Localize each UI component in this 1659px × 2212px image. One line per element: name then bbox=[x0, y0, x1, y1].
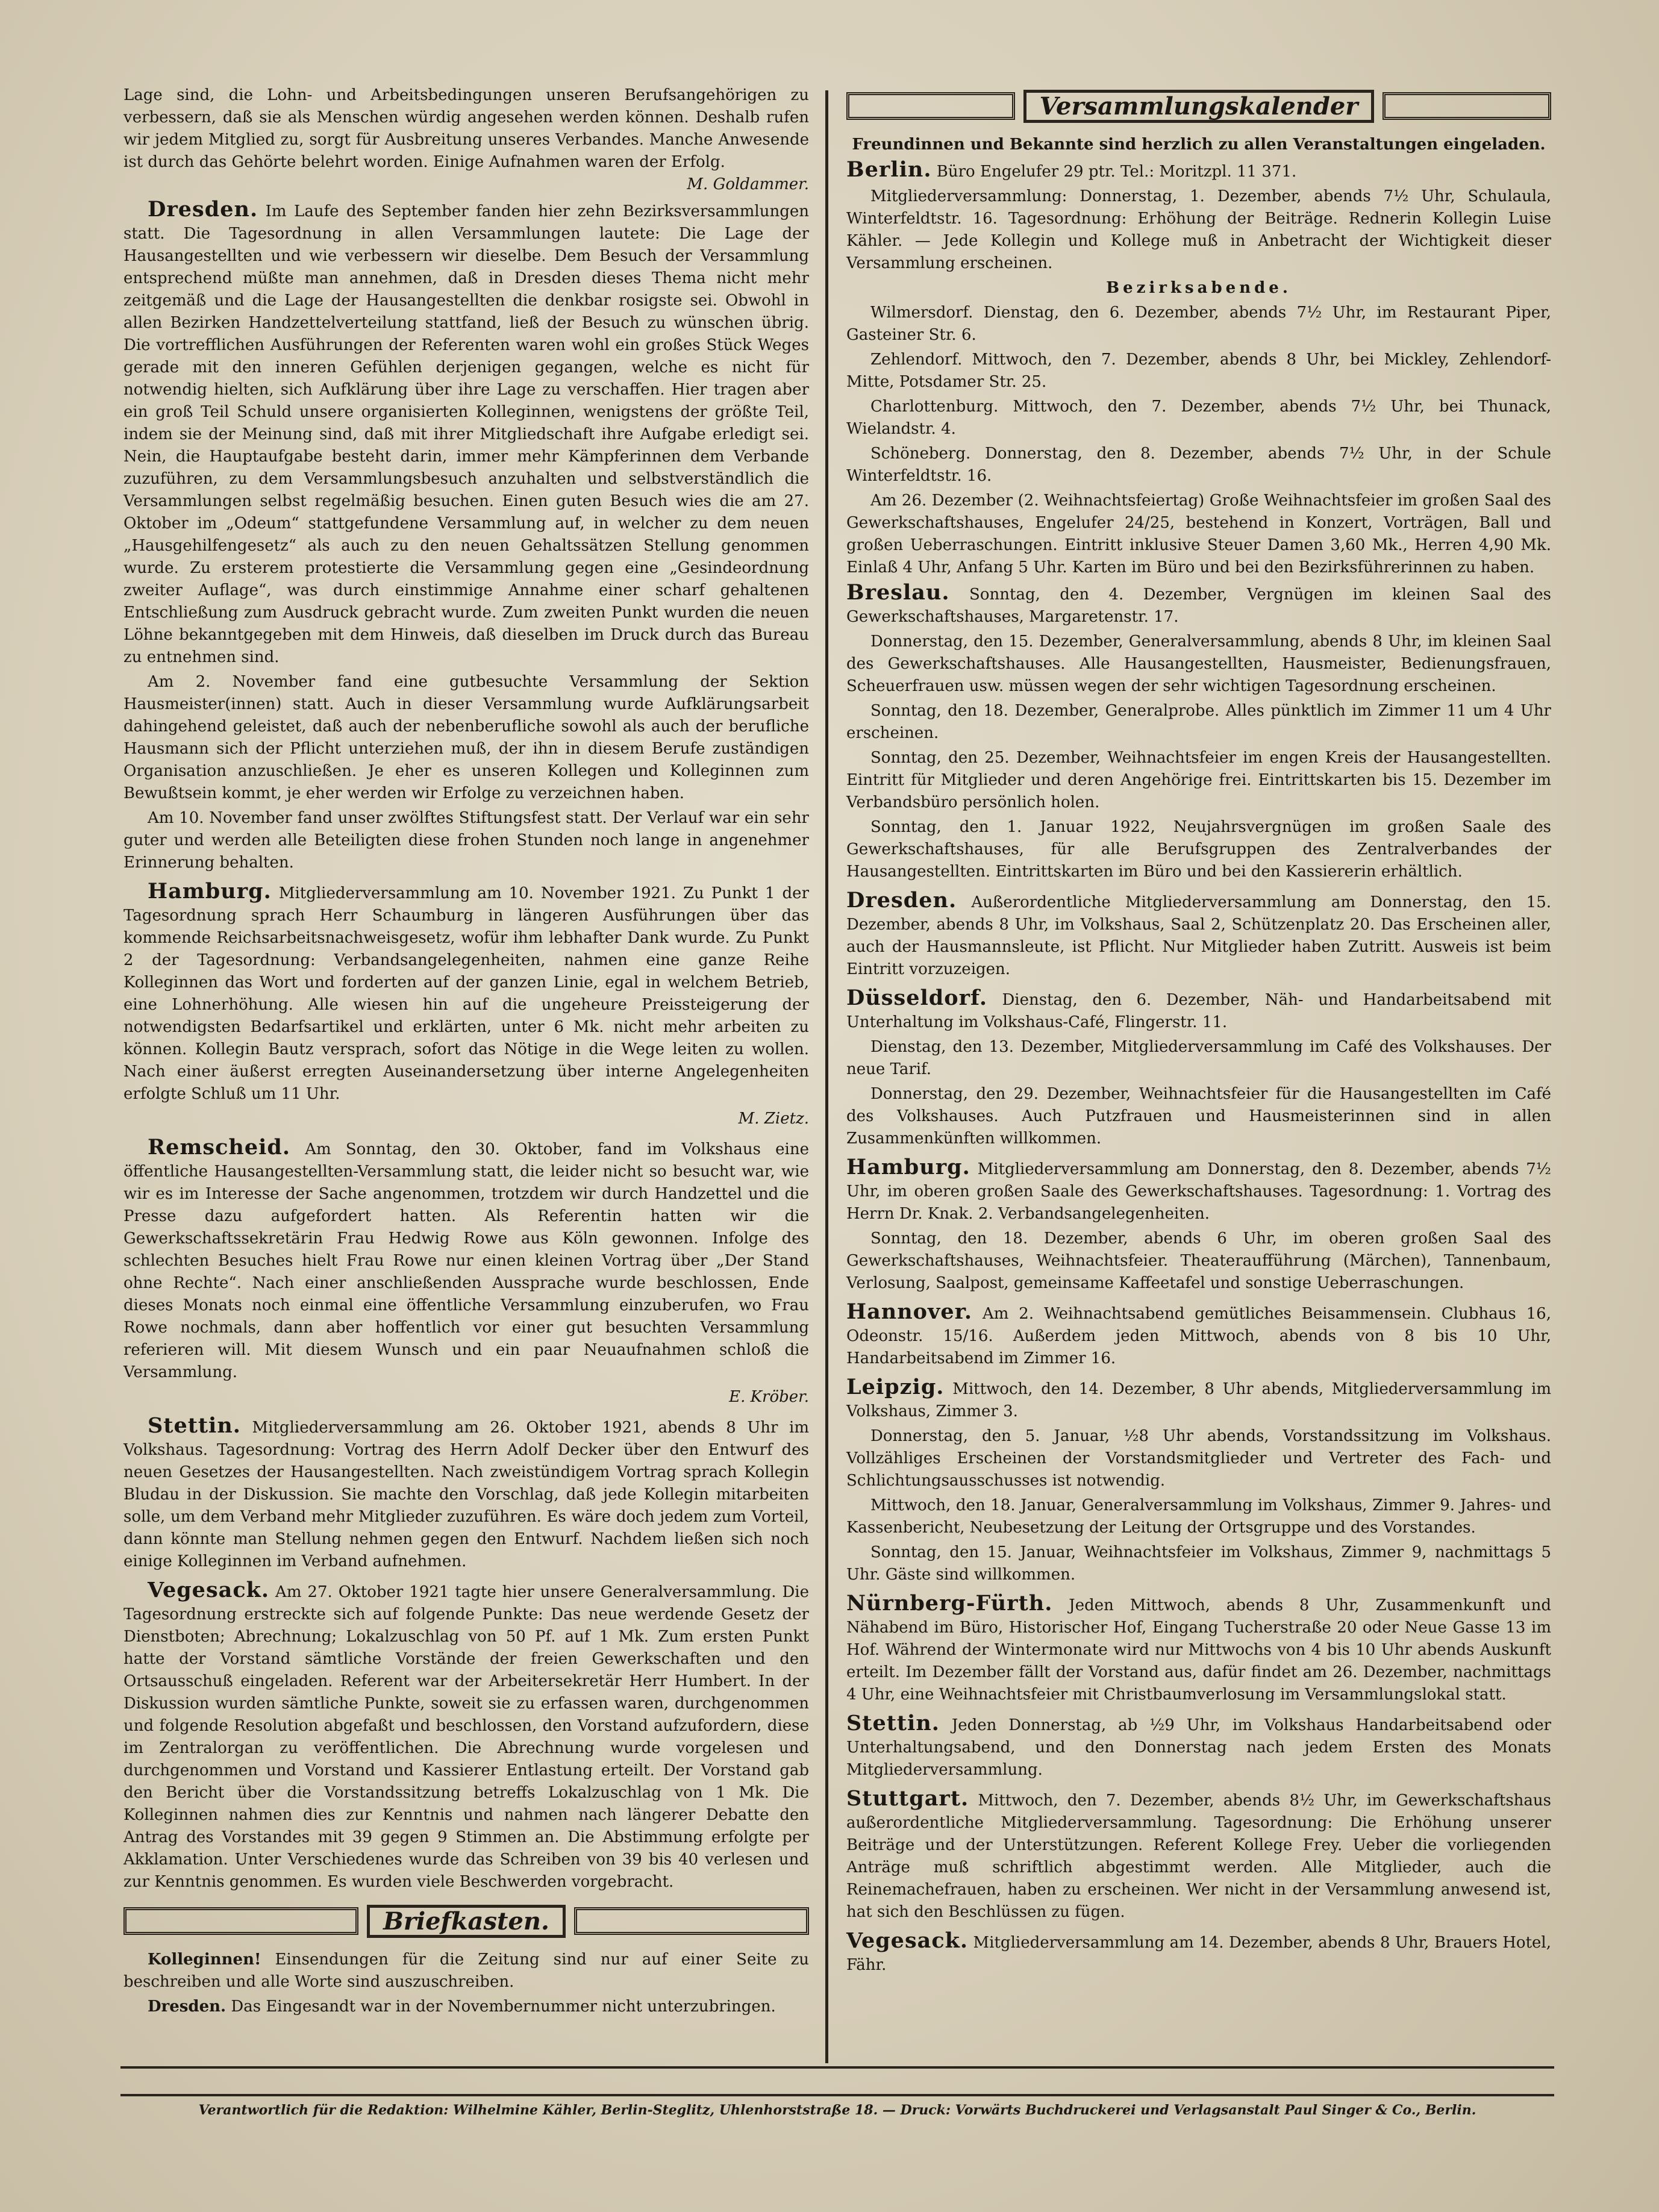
calendar-entry-paragraph bbox=[846, 1156, 1551, 1225]
calendar-city: Leipzig. bbox=[846, 1375, 945, 1399]
calendar-entry bbox=[846, 1156, 1551, 1295]
calendar-entry-paragraph bbox=[846, 889, 1551, 981]
calendar-entry bbox=[846, 889, 1551, 981]
article-paragraph: Am 2. November fand eine gutbesuchte Versammlung der Sektion Hausmeister(innen) statt. Auch in dieser Versammlung wurde Aufklärungsarbeit dahingehend geleistet, daß auch der nebenberufliche sowohl als auch der berufliche Hausmann sich der Pflicht unterziehen muß, der ihn in diesem Berufe zuständigen Organisation anzuschließen. Je eher es unseren Kollegen und Kolleginnen zum Bewußtsein kommt, je eher werden wir Erfolge zu verzeichnen haben. bbox=[123, 673, 809, 802]
article bbox=[123, 1414, 809, 1573]
article-text: Am 27. Oktober 1921 tagte hier unsere Generalversammlung. Die Tagesordnung erstreckte sich auf folgende Punkte: Das neue werdende Gesetz der Dienstboten; Abrechnung; Lokalzuschlag von 50 Pf. auf 1 Mk. Zum ersten Punkt hatte der Vorstand sämtliche Vorstände der freien Gewerkschaften und den Ortsausschuß eingeladen. Referent war der Arbeitersekretär Herr Humbert. In der Diskussion wurden sämtliche Punkte, soweit sie zu erfassen waren, durchgenommen und folgende Resolution abgefaßt und beschlossen, den Vorstand aufzufordern, diese im Zentralorgan zu veröffentlichen. Die Abrechnung wurde vorgelesen und durchgenommen und Vorstand und Kassierer Entlastung erteilt. Der Vorstand gab den Bericht über die Vorstandssitzung betreffs Lokalzuschlag von 1 Mk. Die Kolleginnen nahmen dies zur Kenntnis und nahmen nach längerer Debatte den Antrag des Vorstandes mit 39 gegen 9 Stimmen an. Die Abstimmung erfolgte per Akklamation. Unter Verschiedenes wurde das Schreiben von 39 bis 40 verlesen und zur Kenntnis genommen. Es wurden viele Beschwerden vorgebracht. bbox=[123, 1583, 809, 1891]
article bbox=[123, 1136, 809, 1408]
calendar-entry-paragraph: Sonntag, den 18. Dezember, Generalprobe. Alles pünktlich im Zimmer 11 um 4 Uhr erscheinen. bbox=[846, 702, 1551, 742]
calendar-text: Mitgliederversammlung am Donnerstag, den 8. Dezember, abends 7½ Uhr, im oberen großen Saale des Gewerkschaftshauses. Tagesordnung: 1. Vortrag des Herrn Dr. Knak. 2. Verbandsangelegenheiten. bbox=[846, 1160, 1551, 1223]
briefkasten-title: Briefkasten. bbox=[367, 1905, 566, 1938]
calendar-subtitle: Freundinnen und Bekannte sind herzlich zu allen Veranstaltungen eingeladen. bbox=[852, 136, 1546, 154]
calendar-entry bbox=[846, 1929, 1551, 1976]
bezirksabend-item: Zehlendorf. Mittwoch, den 7. Dezember, abends 8 Uhr, bei Mickley, Zehlendorf-Mitte, Potsdamer Str. 25. bbox=[846, 351, 1551, 391]
column-divider bbox=[825, 90, 828, 2063]
header-frame-left bbox=[846, 92, 1015, 120]
calendar-city: Düsseldorf. bbox=[846, 986, 988, 1010]
calendar-entries bbox=[846, 581, 1551, 1976]
calendar-entry-paragraph bbox=[846, 1301, 1551, 1370]
calendar-entry bbox=[846, 987, 1551, 1150]
calendar-city: Dresden. bbox=[846, 888, 957, 913]
calendar-entry-paragraph bbox=[846, 1929, 1551, 1976]
article-text: Im Laufe des September fanden hier zehn Bezirksversammlungen statt. Die Tagesordnung in allen Versammlungen lautete: Die Lage der Hausangestellten und wie verbessern wir dieselbe. Dem Besuch der Versammlung entsprechend müßte man annehmen, daß in Dresden dieses Thema nicht mehr zeitgemäß und die Lage der Hausangestellten die denkbar rosigste sei. Obwohl in allen Bezirken Handzettelverteilung stattfand, ließ der Besuch zu wünschen übrig. Die vortrefflichen Ausführungen der Referenten waren wohl ein großes Stück Weges gerade mit den inneren Gefühlen derjenigen gegangen, welche es nicht für notwendig hielten, sich Aufklärung über ihre Lage zu verschaffen. Hier tragen aber ein groß Teil Schuld unsere organisierten Kolleginnen, wenigstens der größte Teil, indem sie der Meinung sind, daß mit ihrer Mitgliedschaft ihre Aufgabe erledigt sei. Nein, die Hauptaufgabe besteht darin, immer mehr Kämpferinnen dem Verbande zuzuführen, zu dem Versammlungsbesuch anzuhalten und selbstverständlich die Versammlungen selbst regelmäßig besuchen. Einen guten Besuch wies die am 27. Oktober im „Odeum“ stattgefundene Versammlung auf, in welcher zu dem neuen „Hausgehilfengesetz“ als auch zu den neuen Gehaltssätzen Stellung genommen wurde. Zu ersterem protestierte die Versammlung gegen eine „Gesindeordnung zweiter Auflage“, was durch einstimmige Annahme einer scharf gehaltenen Entschließung zum Ausdruck gebracht wurde. Zum zweiten Punkt wurden die neuen Löhne bekanntgegeben mit dem Hinweis, daß dieselben im Druck durch das Bureau zu entnehmen sind. bbox=[123, 202, 810, 666]
article-text: Mitgliederversammlung am 10. November 1921. Zu Punkt 1 der Tagesordnung sprach Herr Schaumburg in längeren Ausführungen über das kommende Reichsarbeitsnachweisgesetz, wofür ihm lebhafter Dank wurde. Zu Punkt 2 der Tagesordnung: Verbandsangelegenheiten, nahmen eine ganze Reihe Kolleginnen das Wort und forderten auf der ganzen Linie, egal in welchem Betrieb, eine Lohnerhöhung. Alle wiesen hin auf die ungeheure Preissteigerung der notwendigsten Bedarfsartikel und erklärten, unter 6 Mk. nicht mehr arbeiten zu können. Kollegin Bautz versprach, sofort das Nötige in die Wege leiten zu wollen. Nach einer äußerst erregten Auseinandersetzung über interne Angelegenheiten erfolgte Schluß um 11 Uhr. bbox=[123, 884, 810, 1103]
bezirksabend-item: Wilmersdorf. Dienstag, den 6. Dezember, abends 7½ Uhr, im Restaurant Piper, Gasteiner Str. 6. bbox=[846, 304, 1551, 344]
bezirksabend-item: Schöneberg. Donnerstag, den 8. Dezember, abends 7½ Uhr, in der Schule Winterfeldtstr. 16. bbox=[846, 445, 1551, 485]
calendar-entry bbox=[846, 1592, 1551, 1706]
calendar-text: Außerordentliche Mitgliederversammlung am Donnerstag, den 15. Dezember, abends 8 Uhr, im Volkshaus, Saal 2, Schützenplatz 20. Das Erscheinen aller, auch der Hausmannsleute, ist Pflicht. Nur Mitglieder haben Zutritt. Ausweis ist beim Eintritt vorzuzeigen. bbox=[846, 893, 1552, 978]
calendar-text: Sonntag, den 4. Dezember, Vergnügen im kleinen Saal des Gewerkschaftshauses, Margaretenstr. 17. bbox=[846, 586, 1551, 626]
briefkasten-header bbox=[123, 1899, 809, 1943]
calendar-title: Versammlungskalender bbox=[1023, 90, 1375, 123]
header-frame-right bbox=[574, 1907, 809, 1935]
calendar-entry-paragraph: Sonntag, den 18. Dezember, abends 6 Uhr, im oberen großen Saal des Gewerkschaftshauses, Weihnachtsfeier. Theateraufführung (Märchen), Tannenbaum, Verlosung, Saalpost, gemeinsame Kaffeetafel und sonstige Ueberraschungen. bbox=[846, 1229, 1551, 1292]
calendar-city: Hamburg. bbox=[846, 1155, 970, 1179]
briefkasten-note-2: Dresden. Das Eingesandt war in der Novembernummer nicht unterzubringen. bbox=[148, 1998, 776, 2016]
bezirksabend-item: Charlottenburg. Mittwoch, den 7. Dezember, abends 7½ Uhr, bei Thunack, Wielandstr. 4. bbox=[846, 398, 1551, 438]
intro-paragraph: Lage sind, die Lohn- und Arbeitsbedingungen unseren Berufsangehörigen zu verbessern, daß sie als Menschen würdig angesehen werden können. Deshalb rufen wir jedem Mitglied zu, sorgt für Ausbreitung unseres Verbandes. Manche Anwesende ist durch das Gehörte belehrt worden. Einige Aufnahmen waren der Erfolg. M. Goldammer. bbox=[123, 84, 809, 196]
calendar-entry-paragraph: Sonntag, den 25. Dezember, Weihnachtsfeier im engen Kreis der Hausangestellten. Eintritt für Mitglieder und deren Angehörige frei. Eintrittskarten bis 15. Dezember im Verbandsbüro persönlich holen. bbox=[846, 749, 1551, 811]
intro-signature: M. Goldammer. bbox=[687, 175, 809, 193]
footer-rule bbox=[120, 2066, 1554, 2069]
calendar-city: Nürnberg-Fürth. bbox=[846, 1591, 1053, 1616]
calendar-entry-paragraph: Sonntag, den 1. Januar 1922, Neujahrsvergnügen im großen Saale des Gewerkschaftshauses, für alle Berufsgruppen des Zentralverbandes der Hausangestellten. Eintrittskarten im Büro und bei den Kassiererin erhältlich. bbox=[846, 818, 1551, 881]
briefkasten-note-1: Kolleginnen! Einsendungen für die Zeitung sind nur auf einer Seite zu beschreiben und alle Worte sind auszuschreiben. bbox=[123, 1951, 810, 1991]
article-paragraph bbox=[123, 880, 809, 1105]
calendar-entry-paragraph bbox=[846, 987, 1551, 1034]
left-column bbox=[123, 84, 809, 2020]
article bbox=[123, 198, 809, 874]
calendar-city: Stuttgart. bbox=[846, 1786, 969, 1811]
calendar-entry bbox=[846, 581, 1551, 883]
article-city: Remscheid. bbox=[148, 1135, 291, 1160]
article-city: Vegesack. bbox=[148, 1578, 270, 1602]
calendar-text: Jeden Donnerstag, ab ½9 Uhr, im Volkshaus Handarbeitsabend oder Unterhaltungsabend, und den Donnerstag nach jedem Ersten des Monats Mitgliederversammlung. bbox=[846, 1716, 1552, 1779]
calendar-entry-paragraph bbox=[846, 1787, 1551, 1923]
article bbox=[123, 880, 809, 1130]
calendar-entry-paragraph bbox=[846, 1592, 1551, 1706]
header-frame-right bbox=[1382, 92, 1551, 120]
calendar-entry bbox=[846, 1712, 1551, 1781]
calendar-entry-paragraph bbox=[846, 1712, 1551, 1781]
calendar-entry bbox=[846, 1301, 1551, 1370]
article-paragraph bbox=[123, 198, 809, 669]
calendar-entry-paragraph: Donnerstag, den 15. Dezember, Generalversammlung, abends 8 Uhr, im kleinen Saal des Gewerkschaftshauses. Alle Hausangestellten, Hausmeister, Bedienungsfrauen, Scheuerfrauen usw. müssen wegen der sehr wichtigen Tagesordnung erscheinen. bbox=[846, 633, 1551, 695]
article-paragraph bbox=[123, 1579, 809, 1893]
calendar-city: Hannover. bbox=[846, 1299, 973, 1324]
article-signature: M. Zietz. bbox=[738, 1110, 809, 1128]
calendar-entry-paragraph: Donnerstag, den 5. Januar, ½8 Uhr abends, Vorstandssitzung im Volkshaus. Vollzähliges Erscheinen der Vorstandsmitglieder und Vertreter des Fach- und Schlichtungsausschusses ist notwendig. bbox=[846, 1427, 1551, 1490]
calendar-text: Mittwoch, den 14. Dezember, 8 Uhr abends, Mitgliederversammlung im Volkshaus, Zimmer 3. bbox=[846, 1380, 1552, 1420]
calendar-text: Dienstag, den 6. Dezember, Näh- und Handarbeitsabend mit Unterhaltung im Volkshaus-Café, Flingerstr. 11. bbox=[846, 991, 1552, 1031]
calendar-entry-paragraph: Mittwoch, den 18. Januar, Generalversammlung im Volkshaus, Zimmer 9. Jahres- und Kassenbericht, Neubesetzung der Leitung der Ortsgruppe und des Vorstandes. bbox=[846, 1496, 1551, 1537]
article-paragraph: Am 10. November fand unser zwölftes Stiftungsfest statt. Der Verlauf war ein sehr guter und werden alle Beteiligten diese frohen Stunden noch lange in angenehmer Erinnerung behalten. bbox=[123, 809, 809, 872]
bezirksabende-list bbox=[846, 302, 1551, 487]
article bbox=[123, 1579, 809, 1893]
berlin-weihnachtsfeier: Am 26. Dezember (2. Weihnachtsfeiertag) Große Weihnachtsfeier im großen Saal des Gewerkschaftshauses, Engelufer 24/25, bestehend in Konzert, Vorträgen, Ball und großen Ueberraschungen. Eintritt inklusive Steuer Damen 3,60 Mk., Herren 4,90 Mk. Einlaß 4 Uhr, Anfang 5 Uhr. Karten im Büro und bei den Bezirksführerinnen zu haben. bbox=[846, 492, 1551, 576]
imprint-footer: Verantwortlich für die Redaktion: Wilhelmine Kähler, Berlin-Steglitz, Uhlenhorststraße 18. — Druck: Vorwärts Buchdruckerei und Verlagsanstalt Paul Singer & Co., Berlin. bbox=[120, 2094, 1554, 2118]
calendar-city: Vegesack. bbox=[846, 1928, 969, 1953]
article-city: Stettin. bbox=[148, 1413, 241, 1438]
article-city: Hamburg. bbox=[148, 879, 272, 904]
calendar-entry bbox=[846, 1787, 1551, 1923]
calendar-text: Am 2. Weihnachtsabend gemütliches Beisammensein. Clubhaus 16, Odeonstr. 15/16. Außerdem jeden Mittwoch, abends von 8 bis 10 Uhr, Handarbeitsabend im Zimmer 16. bbox=[846, 1305, 1551, 1367]
right-column bbox=[846, 84, 1551, 1982]
calendar-entry-paragraph: Donnerstag, den 29. Dezember, Weihnachtsfeier für die Hausangestellten im Café des Volkshauses. Auch Putzfrauen und Hausmeisterinnen sind in allen Zusammenkünften willkommen. bbox=[846, 1085, 1551, 1148]
calendar-text: Mitgliederversammlung am 14. Dezember, abends 8 Uhr, Brauers Hotel, Fähr. bbox=[846, 1934, 1552, 1974]
article-text: Am Sonntag, den 30. Oktober, fand im Volkshaus eine öffentliche Hausangestellten-Versammlung statt, die leider nicht so besucht war, wie wir es im Interesse der Sache angenommen, trotzdem wir durch Handzettel und die Presse dazu aufgefordert hatten. Als Referentin hatten wir die Gewerkschaftssekretärin Frau Hedwig Rowe aus Köln gewonnen. Infolge des schlechten Besuches hielt Frau Rowe nur einen kleinen Vortrag über „Der Stand ohne Rechte“. Nach einer anschließenden Aussprache wurde beschlossen, Ende dieses Monats noch einmal eine öffentliche Versammlung einzuberufen, wo Frau Rowe nochmals, dann aber hoffentlich vor einer gut besuchten Versammlung referieren will. Mit diesem Wunsch und ein paar Neuaufnahmen schloß die Versammlung. bbox=[123, 1140, 809, 1381]
calendar-entry-paragraph bbox=[846, 1376, 1551, 1423]
bezirksabende-heading: Bezirksabende. bbox=[1106, 279, 1292, 297]
calendar-city: Stettin. bbox=[846, 1711, 940, 1736]
calendar-entry-paragraph bbox=[846, 581, 1551, 628]
calendar-text: Jeden Mittwoch, abends 8 Uhr, Zusammenkunft und Nähabend im Büro, Historischer Hof, Eingang Tucherstraße 20 oder Neue Gasse 13 im Hof. Während der Wintermonate wird nur Mittwochs von 4 bis 10 Uhr abends Auskunft erteilt. Im Dezember fällt der Vorstand aus, dafür findet am 26. Dezember, nachmittags 4 Uhr, eine Weihnachtsfeier mit Christbaumverlosung im Versammlungslokal statt. bbox=[846, 1596, 1551, 1704]
article-paragraph bbox=[123, 1414, 809, 1573]
calendar-entry-paragraph: Sonntag, den 15. Januar, Weihnachtsfeier im Volkshaus, Zimmer 9, nachmittags 5 Uhr. Gäste sind willkommen. bbox=[846, 1543, 1551, 1584]
article-city: Dresden. bbox=[148, 197, 258, 222]
berlin-meeting: Mitgliederversammlung: Donnerstag, 1. Dezember, abends 7½ Uhr, Schulaula, Winterfeldtstr. 16. Tagesordnung: Erhöhung der Beiträge. Rednerin Kollegin Luise Kähler. — Jede Kollegin und Kollege muß in Anbetracht der Wichtigkeit dieser Versammlung erscheinen. bbox=[846, 187, 1551, 272]
calendar-header bbox=[846, 84, 1551, 128]
article-paragraph bbox=[123, 1136, 809, 1384]
calendar-text: Mittwoch, den 7. Dezember, abends 8½ Uhr, im Gewerkschaftshaus außerordentliche Mitgliederversammlung. Tagesordnung: Die Erhöhung unserer Beiträge und der Unterstützungen. Referent Kollege Frey. Ueber die vorliegenden Anträge muß schriftlich abgestimmt werden. Alle Mitglieder, auch die Reinemachefrauen, haben zu erscheinen. Wer nicht in der Versammlung anwesend ist, hat sich den Beschlüssen zu fügen. bbox=[846, 1792, 1552, 1921]
berlin-office: Berlin. Büro Engelufer 29 ptr. Tel.: Moritzpl. 11 371. bbox=[846, 157, 1297, 182]
calendar-city: Breslau. bbox=[846, 580, 950, 605]
article-signature: E. Kröber. bbox=[729, 1388, 809, 1406]
calendar-entry bbox=[846, 1376, 1551, 1586]
article-text: Mitgliederversammlung am 26. Oktober 1921, abends 8 Uhr im Volkshaus. Tagesordnung: Vortrag des Herrn Adolf Decker über den Entwurf des neuen Gesetzes der Hausangestellten. Nach zweistündigem Vortrag sprach Kollegin Bludau in der Diskussion. Sie machte den Vorschlag, daß jede Kollegin mitarbeiten solle, um dem Verband mehr Mitglieder zuzuführen. Es wäre doch jedem zum Vorteil, dann könnte man Stellung nehmen gegen den Entwurf. Nachdem ließen sich noch einige Kolleginnen im Verband aufnehmen. bbox=[123, 1419, 810, 1570]
report-articles bbox=[123, 198, 809, 1893]
calendar-entry-paragraph: Dienstag, den 13. Dezember, Mitgliederversammlung im Café des Volkshauses. Der neue Tarif. bbox=[846, 1038, 1551, 1078]
header-frame-left bbox=[123, 1907, 358, 1935]
